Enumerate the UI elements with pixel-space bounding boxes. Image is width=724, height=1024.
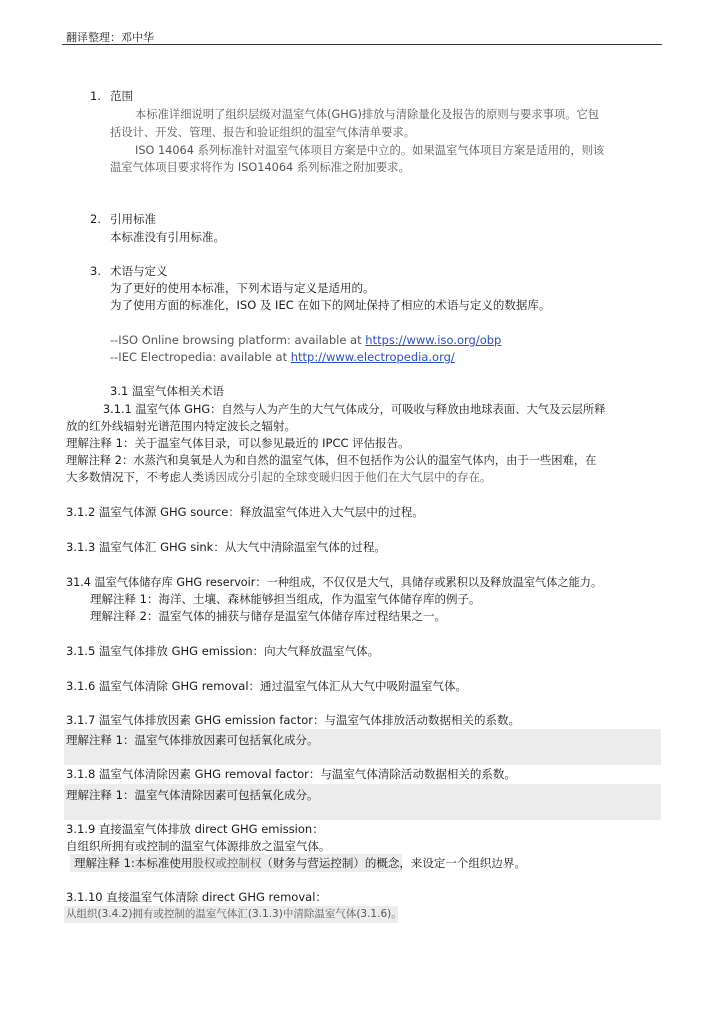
section-2-text: 本标准没有引用标准。 <box>110 230 225 244</box>
term-3-1-4-note2: 理解注释 2：温室气体的捕获与储存是温室气体储存库过程结果之一。 <box>90 609 446 623</box>
section-1-title: 范围 <box>110 89 133 103</box>
term-3-1-9: 3.1.9 直接温室气体排放 direct GHG emission： <box>66 822 324 836</box>
section-1-number: 1. <box>90 89 101 103</box>
iec-electropedia-line <box>110 350 455 365</box>
page-header-title: 翻译整理：邓中华 <box>66 31 154 44</box>
term-3-1-8-note: 理解注释 1：温室气体清除因素可包括氧化成分。 <box>66 788 319 802</box>
header-rule <box>62 44 662 45</box>
term-3-1-4: 31.4 温室气体储存库 GHG reservoir：一种组成，不仅仅是大气，具储存或累积以及释放温室气体之能力。 <box>66 576 603 589</box>
term-3-1-10: 3.1.10 直接温室气体清除 direct GHG removal： <box>66 890 327 904</box>
term-3-1-9-note-part-a: 理解注释 1:本标准使用 <box>74 856 193 870</box>
iso-obp-line <box>110 333 501 348</box>
note2-line2-light: 诱因成分引起的全球变暖归因于他们在大气层中的存在。 <box>204 470 492 484</box>
subsection-3-1-heading: 3.1 温室气体相关术语 <box>110 384 224 398</box>
term-3-1-10-definition: 从组织(3.4.2)拥有或控制的温室气体汇(3.1.3)中清除温室气体(3.1.6)。 <box>66 908 402 920</box>
term-3-1-2: 3.1.2 温室气体源 GHG source：释放温室气体进入大气层中的过程。 <box>66 505 424 519</box>
term-3-1-5: 3.1.5 温室气体排放 GHG emission：向大气释放温室气体。 <box>66 644 380 658</box>
section-1-para2-line1: ISO 14064 系列标准针对温室气体项目方案是中立的。如果温室气体项目方案是适用的，则该 <box>135 144 605 157</box>
term-3-1-7: 3.1.7 温室气体排放因素 GHG emission factor：与温室气体排放活动数据相关的系数。 <box>66 713 521 727</box>
section-3-number: 3. <box>90 264 101 278</box>
section-3-para1: 为了更好的使用本标准，下列术语与定义是适用的。 <box>110 281 375 295</box>
term-3-1-9-definition: 自组织所拥有或控制的温室气体源排放之温室气体。 <box>66 839 331 853</box>
term-3-1-9-note-part-b: 股权或控制权 <box>192 856 262 870</box>
term-3-1-1-note2-line1: 理解注释 2：水蒸汽和臭氧是人为和自然的温室气体，但不包括作为公认的温室气体内，由于一些困难，在 <box>66 454 597 467</box>
term-3-1-1-line2: 放的红外线辐射光谱范围内特定波长之辐射。 <box>66 419 296 433</box>
term-3-1-3: 3.1.3 温室气体汇 GHG sink：从大气中清除温室气体的过程。 <box>66 540 386 554</box>
term-3-1-1-line1: 3.1.1 温室气体 GHG：自然与人为产生的大气气体成分，可吸收与释放由地球表面、大气及云层所释 <box>103 403 606 416</box>
iso-obp-link[interactable]: https://www.iso.org/obp <box>365 333 502 347</box>
section-2-number: 2. <box>90 212 101 226</box>
note2-line2-dark: 大多数情况下，不考虑人类 <box>66 470 204 484</box>
term-3-1-6: 3.1.6 温室气体清除 GHG removal：通过温室气体汇从大气中吸附温室气体。 <box>66 679 468 693</box>
term-3-1-9-note-part-c: （财务与营运控制）的概念，来设定一个组织边界。 <box>261 856 526 870</box>
term-3-1-1-note2-line2 <box>66 470 492 485</box>
section-3-title: 术语与定义 <box>110 264 168 278</box>
term-3-1-1-note1: 理解注释 1：关于温室气体目录，可以参见最近的 IPCC 评估报告。 <box>66 436 410 450</box>
section-2-title: 引用标准 <box>110 212 156 226</box>
term-3-1-9-note <box>74 856 526 871</box>
term-3-1-8: 3.1.8 温室气体清除因素 GHG removal factor：与温室气体清除活动数据相关的系数。 <box>66 767 516 781</box>
section-3-para2: 为了使用方面的标准化，ISO 及 IEC 在如下的网址保持了相应的术语与定义的数据库。 <box>110 298 551 312</box>
section-1-para1-line1: 本标准详细说明了组织层级对温室气体(GHG)排放与清除量化及报告的原则与要求事项。它包 <box>135 108 600 121</box>
iso-obp-prefix: --ISO Online browsing platform: available at <box>110 333 366 347</box>
iec-electropedia-prefix: --IEC Electropedia: available at <box>110 350 291 364</box>
section-1-para2-line2: 温室气体项目要求将作为 ISO14064 系列标准之附加要求。 <box>110 161 410 174</box>
term-3-1-4-note1: 理解注释 1：海洋、土壤、森林能够担当组成，作为温室气体储存库的例子。 <box>90 592 481 606</box>
term-3-1-7-note: 理解注释 1：温室气体排放因素可包括氧化成分。 <box>66 733 319 747</box>
iec-electropedia-link[interactable]: http://www.electropedia.org/ <box>290 350 455 364</box>
section-1-para1-line2: 括设计、开发、管理、报告和验证组织的温室气体清单要求。 <box>110 126 416 139</box>
